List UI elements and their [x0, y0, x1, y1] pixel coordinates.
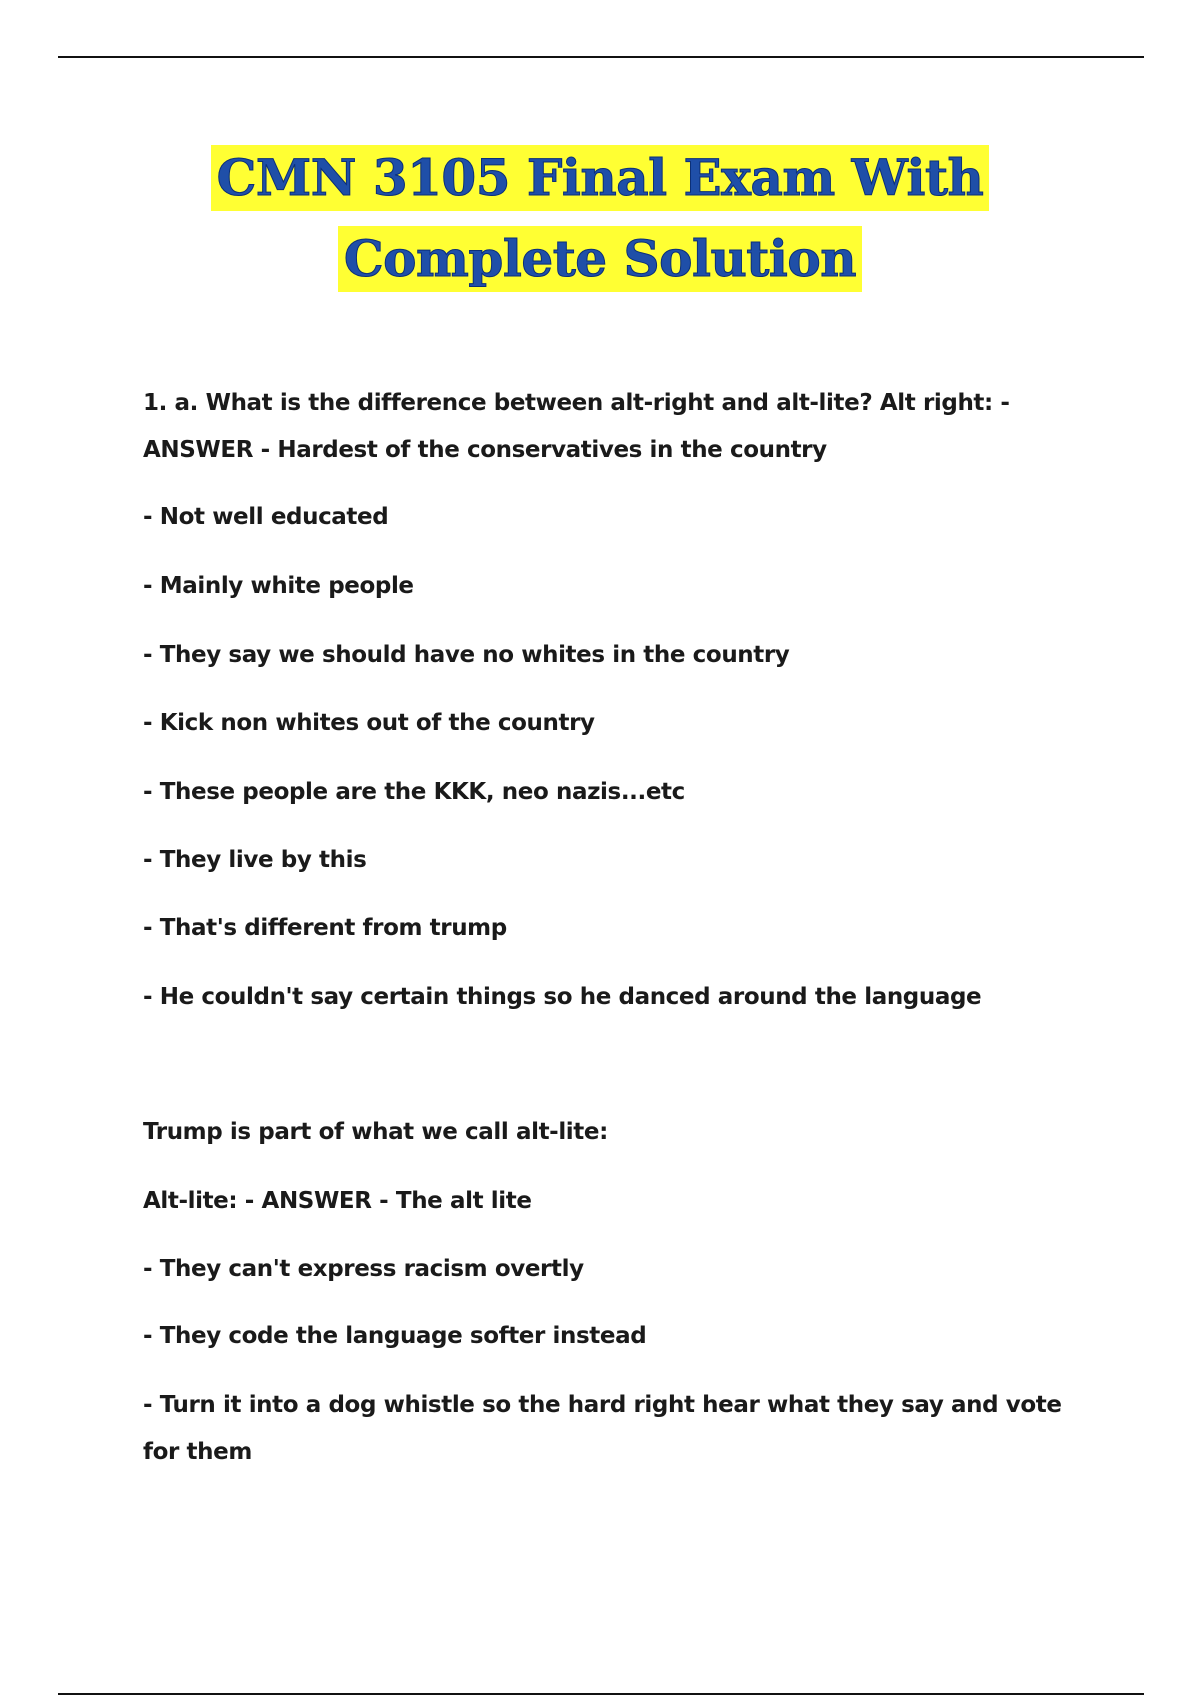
bullet-item: - Mainly white people — [143, 573, 414, 599]
question-1-text: 1. a. What is the difference between alt-right and alt-lite? Alt right: - ANSWER - Hardest of the conservatives in the country — [143, 390, 1010, 463]
bullet-item: - Kick non whites out of the country — [143, 710, 595, 736]
top-rule — [58, 56, 1144, 58]
bullet-item: - These people are the KKK, neo nazis...etc — [143, 779, 685, 805]
title-line-1: CMN 3105 Final Exam With — [211, 145, 990, 211]
bottom-rule — [58, 1693, 1144, 1695]
section-intro: Trump is part of what we call alt-lite: — [143, 1119, 608, 1145]
document-title — [0, 140, 1200, 302]
bullet-item: - They say we should have no whites in the country — [143, 642, 790, 668]
bullet-item: - Turn it into a dog whistle so the hard right hear what they say and vote for them — [143, 1392, 1062, 1465]
bullet-item: - They can't express racism overtly — [143, 1256, 584, 1282]
answer-line: Alt-lite: - ANSWER - The alt lite — [143, 1188, 532, 1214]
title-line-2: Complete Solution — [338, 226, 862, 292]
bullet-item: - That's different from trump — [143, 915, 507, 941]
bullet-item: - They live by this — [143, 847, 367, 873]
bullet-item: - Not well educated — [143, 504, 389, 530]
bullet-item: - They code the language softer instead — [143, 1323, 647, 1349]
bullet-item: - He couldn't say certain things so he danced around the language — [143, 984, 982, 1010]
